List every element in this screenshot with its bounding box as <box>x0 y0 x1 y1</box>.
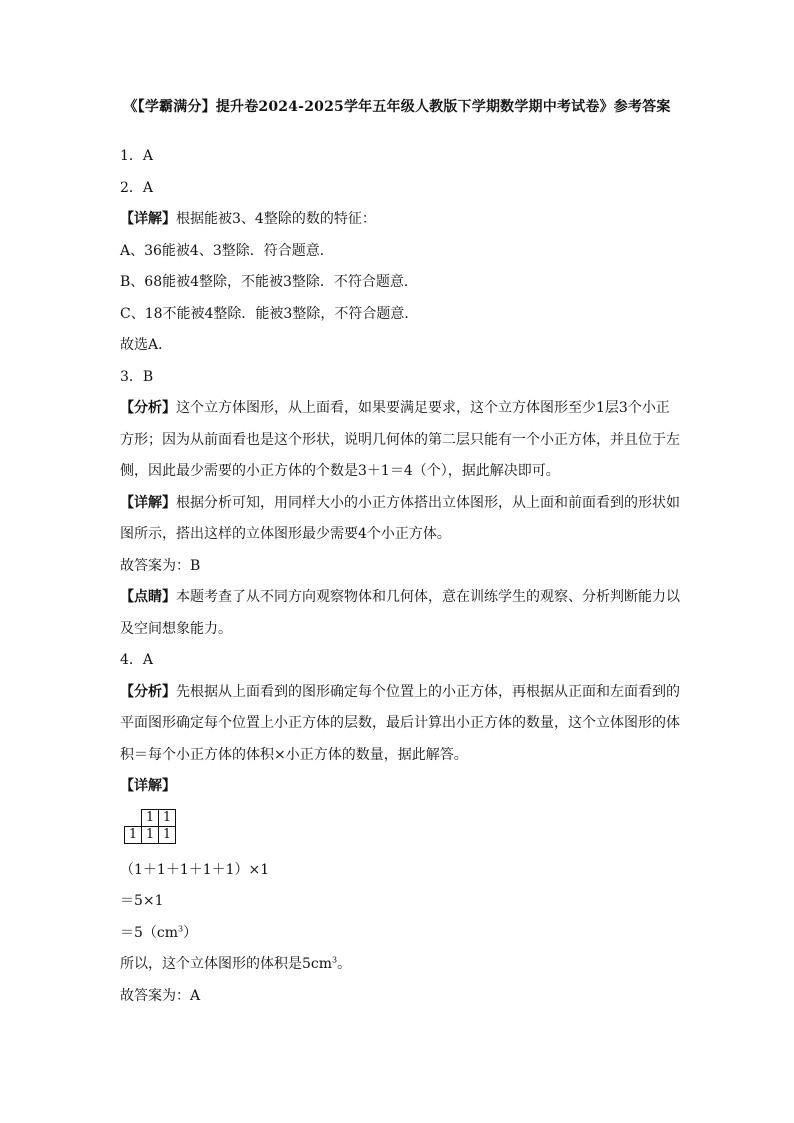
top-view-grid <box>120 809 680 849</box>
calc-line-3 <box>120 918 680 950</box>
grid-cell-bottom-right: 1 <box>158 826 176 844</box>
calc-line-3-suffix: ） <box>183 924 198 941</box>
calc-line-1: （1＋1＋1＋1＋1）×1 <box>120 861 270 878</box>
calc-line-2: ＝5×1 <box>120 893 164 909</box>
section-text: 本题考查了从不同方向观察物体和几何体，意在训练学生的观察、分析判断能力以 <box>176 589 680 605</box>
section-marker: 【详解】 <box>120 211 176 227</box>
section-marker: 【详解】 <box>120 778 176 794</box>
analysis-3-line-2: 方形；因为从前面看也是这个形状，说明几何体的第二层只能有一个小正方体，并且位于左 <box>120 431 680 448</box>
analysis-4-line-2: 平面图形确定每个位置上小正方体的层数，最后计算出小正方体的数量，这个立体图形的体 <box>120 715 680 731</box>
section-text: 这个立方体图形，从上面看，如果要满足要求，这个立方体图形至少1层3个小正 <box>176 400 670 416</box>
final-answer-4: 故答案为：A <box>120 987 201 1004</box>
detail-2-choice: 故选A． <box>120 337 173 353</box>
analysis-3-line-1 <box>120 393 680 425</box>
calc-line-3-exponent: 3 <box>178 923 184 933</box>
detail-2-option-c: C、18不能被4整除．能被3整除，不符合题意． <box>120 305 419 322</box>
detail-2-option-a: A、36能被4、3整除．符合题意． <box>120 242 334 259</box>
section-text: 先根据从上面看到的图形确定每个位置上的小正方体，再根据从正面和左面看到的 <box>176 683 680 700</box>
detail-3-line-2: 图所示，搭出这样的立体图形最少需要4个小正方体。 <box>120 526 451 542</box>
answer-1: 1．A <box>120 148 154 164</box>
analysis-4-line-1 <box>120 677 680 709</box>
grid-cell-bottom-mid: 1 <box>141 826 159 844</box>
detail-2-option-b: B、68能被4整除，不能被3整除．不符合题意． <box>120 274 418 290</box>
analysis-3-line-3: 侧，因此最少需要的小正方体的个数是3＋1＝4（个），据此解决即可。 <box>120 463 560 479</box>
page-title: 《【学霸满分】提升卷2024-2025学年五年级人教版下学期数学期中考试卷》参考答案 <box>123 99 671 115</box>
answer-3-result: 故答案为：B <box>120 557 201 574</box>
conclusion-prefix: 所以，这个立体图形的体积是5cm <box>120 956 333 972</box>
grid-cell-bottom-left: 1 <box>124 826 142 844</box>
analysis-4-line-3: 积＝每个小正方体的体积×小正方体的数量，据此解答。 <box>120 746 468 763</box>
section-marker: 【详解】 <box>120 494 176 511</box>
comment-3-line-1 <box>120 582 680 614</box>
section-text: 根据能被3、4整除的数的特征： <box>176 211 376 227</box>
calc-line-3-prefix: ＝5（cm <box>120 924 179 941</box>
answer-4: 4．A <box>120 652 154 668</box>
conclusion-line <box>120 949 680 981</box>
conclusion-suffix: 。 <box>337 956 352 972</box>
section-marker: 【点睛】 <box>120 589 176 605</box>
section-marker: 【分析】 <box>120 400 176 416</box>
answer-3: 3．B <box>120 368 154 385</box>
section-marker: 【分析】 <box>120 683 176 700</box>
detail-2-heading <box>120 204 680 236</box>
comment-3-line-2: 及空间想象能力。 <box>120 620 232 637</box>
grid-cell-top-left: 1 <box>141 809 159 827</box>
detail-3-line-1 <box>120 488 680 520</box>
conclusion-exponent: 3 <box>332 955 338 965</box>
grid-cell-top-right: 1 <box>158 809 176 827</box>
answer-2: 2．A <box>120 179 154 196</box>
answer-content <box>120 141 680 1012</box>
section-text: 根据分析可知，用同样大小的小正方体搭出立体图形，从上面和前面看到的形状如 <box>176 494 680 511</box>
detail-4-heading <box>120 771 680 803</box>
